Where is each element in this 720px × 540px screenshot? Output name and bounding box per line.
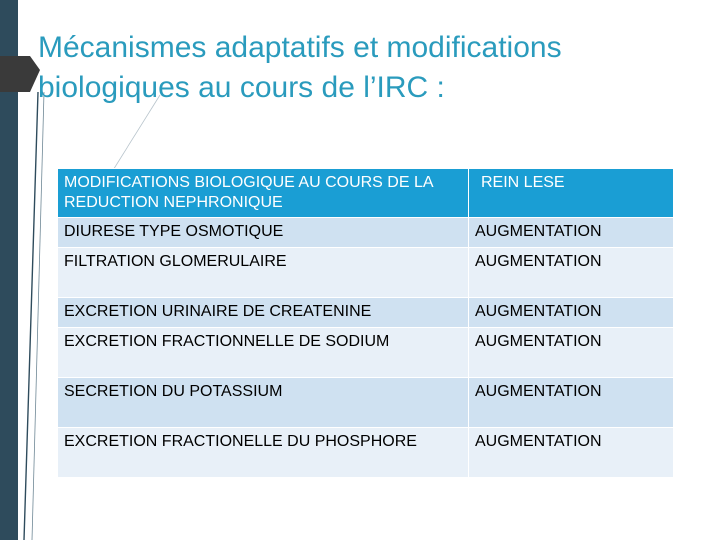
- row-value: AUGMENTATION: [469, 248, 674, 298]
- biological-modifications-table: [57, 168, 674, 478]
- row-label: DIURESE TYPE OSMOTIQUE: [58, 218, 469, 248]
- slide-title: Mécanismes adaptatifs et modifications biologiques au cours de l’IRC :: [38, 31, 562, 104]
- table-row: [58, 428, 674, 478]
- decor-line-2: [32, 92, 44, 540]
- row-label: FILTRATION GLOMERULAIRE: [58, 248, 469, 298]
- row-value: AUGMENTATION: [469, 218, 674, 248]
- row-label: EXCRETION FRACTIONELLE DU PHOSPHORE: [58, 428, 469, 478]
- table-row: [58, 328, 674, 378]
- row-label: SECRETION DU POTASSIUM: [58, 378, 469, 428]
- header-modifications: MODIFICATIONS BIOLOGIQUE AU COURS DE LA REDUCTION NEPHRONIQUE: [58, 169, 469, 218]
- table-row: [58, 298, 674, 328]
- row-value: AUGMENTATION: [469, 428, 674, 478]
- row-label: EXCRETION FRACTIONNELLE DE SODIUM: [58, 328, 469, 378]
- table-row: [58, 378, 674, 428]
- table-row: [58, 248, 674, 298]
- title-arrow-shape: [0, 56, 40, 92]
- row-value: AUGMENTATION: [469, 298, 674, 328]
- decor-line-1: [24, 92, 38, 540]
- row-value: AUGMENTATION: [469, 378, 674, 428]
- table-row: [58, 218, 674, 248]
- row-value: AUGMENTATION: [469, 328, 674, 378]
- table-header-row: [58, 169, 674, 218]
- header-rein-lese: REIN LESE: [469, 169, 674, 218]
- row-label: EXCRETION URINAIRE DE CREATENINE: [58, 298, 469, 328]
